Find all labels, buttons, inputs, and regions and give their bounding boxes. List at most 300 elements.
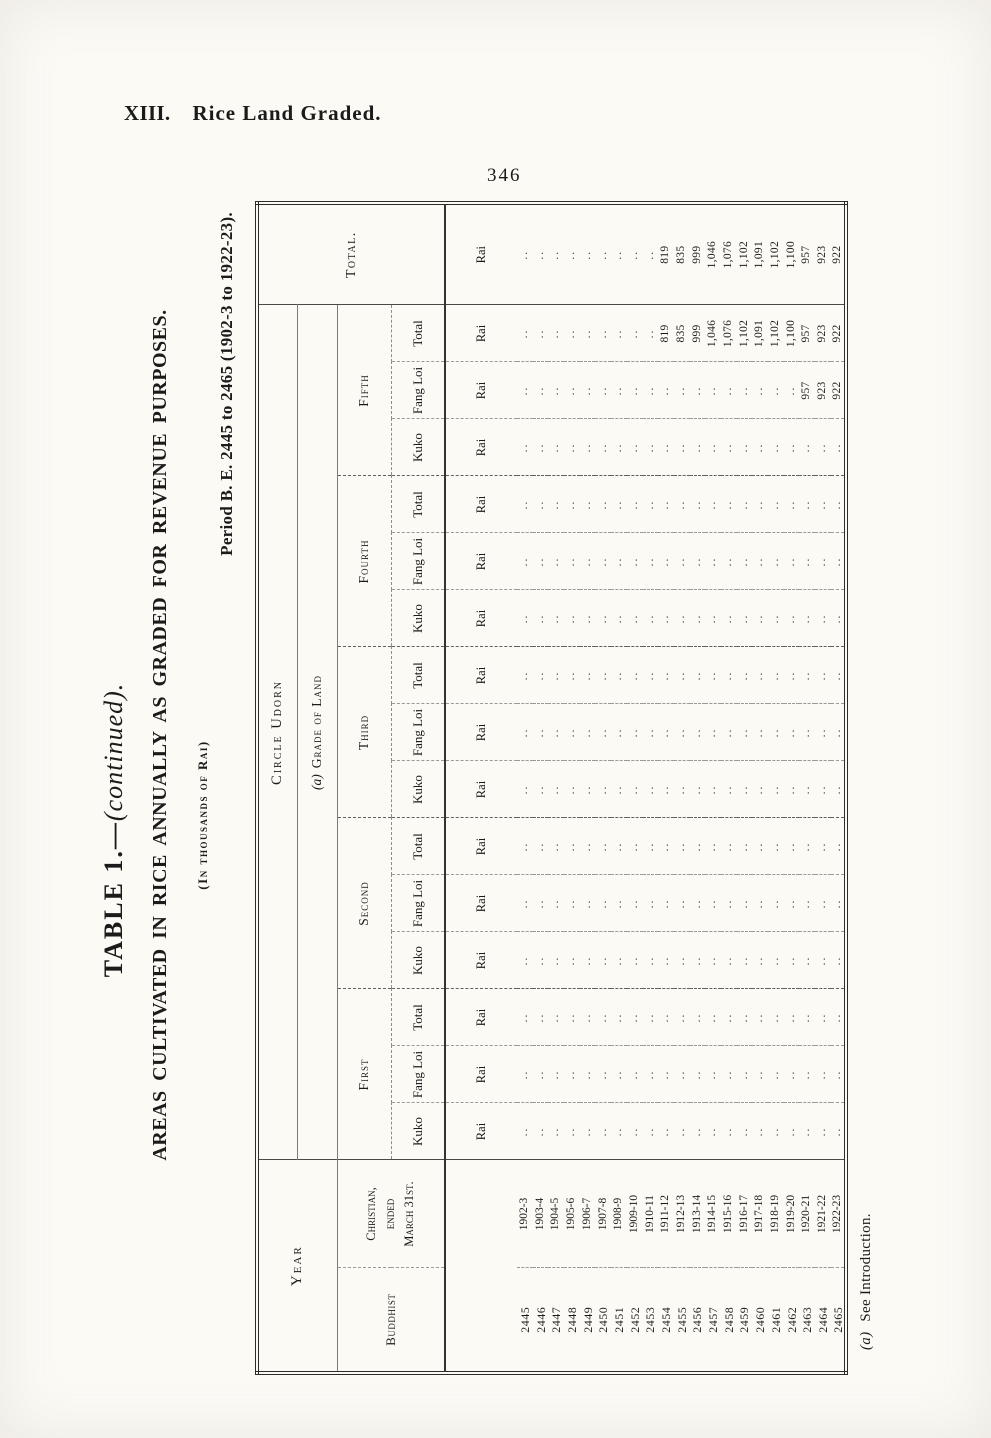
cell-year-buddhist: 2454 — [659, 1306, 674, 1333]
cell-third-kuko: .. — [595, 761, 611, 818]
cell-third-fang-loi: .. — [831, 704, 847, 761]
cell-first-fang-loi: .. — [564, 1046, 580, 1103]
cell-first-kuko: .. — [752, 1103, 768, 1160]
subcol-fourth-fang-loi: Fang Loi — [391, 533, 445, 590]
table-units-note: (In thousands of Rai) — [195, 740, 210, 890]
cell-second-fang-loi: .. — [784, 875, 800, 932]
cell-fourth-fang-loi: .. — [580, 533, 596, 590]
cell-fourth-kuko: .. — [643, 590, 659, 647]
cell-second-total: .. — [831, 818, 847, 875]
cell-fourth-fang-loi: .. — [643, 533, 659, 590]
cell-second-kuko: .. — [627, 932, 643, 989]
cell-third-total: .. — [627, 647, 643, 704]
unit-fifth-kuko: Rai — [445, 419, 517, 476]
cell-first-total: .. — [674, 989, 690, 1046]
cell-fourth-total: .. — [705, 476, 721, 533]
cell-first-kuko: .. — [831, 1103, 847, 1160]
cell-first-kuko: .. — [658, 1103, 674, 1160]
cell-third-total: .. — [611, 647, 627, 704]
table-body — [517, 203, 846, 1373]
cell-fourth-kuko: .. — [533, 590, 549, 647]
subcol-second-fang-loi: Fang Loi — [391, 875, 445, 932]
cell-third-fang-loi: .. — [815, 704, 831, 761]
cell-year-christian: 1908-9 — [611, 1160, 627, 1268]
cell-fifth-total: .. — [643, 305, 659, 362]
cell-third-kuko: .. — [627, 761, 643, 818]
data-row-2465 — [831, 203, 847, 1373]
cell-third-kuko: .. — [533, 761, 549, 818]
cell-fourth-total: .. — [548, 476, 564, 533]
cell-fourth-total: .. — [595, 476, 611, 533]
cell-first-total: .. — [611, 989, 627, 1046]
cell-grand-total: 1,102 — [768, 203, 784, 305]
data-row-2455 — [674, 203, 690, 1373]
cell-first-total: .. — [643, 989, 659, 1046]
cell-fifth-total: 819 — [658, 305, 674, 362]
christian-line3: March 31st. — [402, 1181, 417, 1247]
cell-fourth-total: .. — [658, 476, 674, 533]
cell-third-total: .. — [643, 647, 659, 704]
cell-first-fang-loi: .. — [674, 1046, 690, 1103]
cell-first-fang-loi: .. — [517, 1046, 533, 1103]
rice-land-table — [255, 201, 848, 1375]
cell-second-fang-loi: .. — [768, 875, 784, 932]
cell-second-total: .. — [548, 818, 564, 875]
cell-third-total: .. — [705, 647, 721, 704]
cell-fourth-fang-loi: .. — [815, 533, 831, 590]
cell-year-christian: 1918-19 — [768, 1160, 784, 1268]
data-row-2452 — [627, 203, 643, 1373]
cell-fourth-total: .. — [721, 476, 737, 533]
cell-third-fang-loi: .. — [533, 704, 549, 761]
cell-fourth-fang-loi: .. — [674, 533, 690, 590]
cell-year-christian: 1913-14 — [690, 1160, 706, 1268]
cell-first-kuko: .. — [595, 1103, 611, 1160]
cell-first-fang-loi: .. — [627, 1046, 643, 1103]
cell-fourth-kuko: .. — [705, 590, 721, 647]
cell-fourth-kuko: .. — [831, 590, 847, 647]
cell-second-kuko: .. — [643, 932, 659, 989]
data-row-2448 — [564, 203, 580, 1373]
unit-fourth-kuko: Rai — [445, 590, 517, 647]
table-subtitle: AREAS CULTIVATED IN RICE ANNUALLY AS GRADED FOR REVENUE PURPOSES. — [149, 309, 171, 1161]
data-row-2453 — [643, 203, 659, 1373]
data-row-2464 — [815, 203, 831, 1373]
cell-first-total: .. — [799, 989, 815, 1046]
cell-second-total: .. — [799, 818, 815, 875]
cell-fifth-fang-loi: .. — [564, 362, 580, 419]
cell-grand-total: .. — [548, 203, 564, 305]
cell-fourth-total: .. — [799, 476, 815, 533]
cell-fourth-kuko: .. — [548, 590, 564, 647]
subcol-third-total: Total — [391, 647, 445, 704]
cell-first-total: .. — [831, 989, 847, 1046]
cell-fourth-fang-loi: .. — [548, 533, 564, 590]
cell-year-christian: 1921-22 — [815, 1160, 831, 1268]
cell-fourth-total: .. — [815, 476, 831, 533]
cell-first-fang-loi: .. — [752, 1046, 768, 1103]
cell-first-total: .. — [752, 989, 768, 1046]
cell-second-kuko: .. — [564, 932, 580, 989]
cell-fifth-kuko: .. — [564, 419, 580, 476]
cell-first-total: .. — [815, 989, 831, 1046]
col-header-grade-second: Second — [337, 818, 391, 989]
cell-third-kuko: .. — [705, 761, 721, 818]
cell-second-fang-loi: .. — [690, 875, 706, 932]
cell-year-buddhist: 2463 — [800, 1306, 815, 1333]
cell-third-kuko: .. — [674, 761, 690, 818]
cell-second-fang-loi: .. — [595, 875, 611, 932]
cell-fifth-kuko: .. — [768, 419, 784, 476]
data-row-2447 — [548, 203, 564, 1373]
cell-year-christian: 1907-8 — [595, 1160, 611, 1268]
cell-fifth-fang-loi: .. — [752, 362, 768, 419]
cell-first-fang-loi: .. — [595, 1046, 611, 1103]
cell-fifth-fang-loi: .. — [737, 362, 753, 419]
table-title-continued: (continued). — [99, 682, 128, 822]
cell-grand-total: .. — [627, 203, 643, 305]
cell-second-fang-loi: .. — [643, 875, 659, 932]
cell-year-buddhist: 2449 — [580, 1306, 595, 1333]
cell-year-buddhist: 2445 — [517, 1306, 532, 1333]
cell-fifth-fang-loi: 922 — [831, 362, 847, 419]
cell-fifth-total: 957 — [799, 305, 815, 362]
data-row-2445 — [517, 203, 533, 1373]
cell-year-buddhist: 2448 — [564, 1306, 579, 1333]
cell-first-total: .. — [768, 989, 784, 1046]
cell-second-total: .. — [815, 818, 831, 875]
cell-first-kuko: .. — [690, 1103, 706, 1160]
cell-fifth-fang-loi: .. — [580, 362, 596, 419]
cell-year-christian: 1917-18 — [752, 1160, 768, 1268]
cell-fifth-fang-loi: 923 — [815, 362, 831, 419]
cell-year-christian: 1906-7 — [580, 1160, 596, 1268]
cell-first-total: .. — [784, 989, 800, 1046]
cell-year-christian: 1905-6 — [564, 1160, 580, 1268]
cell-fifth-fang-loi: .. — [595, 362, 611, 419]
data-row-2450 — [595, 203, 611, 1373]
cell-second-kuko: .. — [784, 932, 800, 989]
cell-fifth-fang-loi: .. — [533, 362, 549, 419]
cell-third-total: .. — [799, 647, 815, 704]
cell-fourth-kuko: .. — [752, 590, 768, 647]
cell-fourth-kuko: .. — [690, 590, 706, 647]
data-row-2457 — [705, 203, 721, 1373]
cell-year-christian: 1919-20 — [784, 1160, 800, 1268]
cell-fifth-kuko: .. — [831, 419, 847, 476]
subcol-fifth-total: Total — [391, 305, 445, 362]
cell-second-total: .. — [690, 818, 706, 875]
cell-fifth-total: .. — [627, 305, 643, 362]
cell-fifth-total: 1,102 — [768, 305, 784, 362]
cell-year-christian: 1914-15 — [705, 1160, 721, 1268]
cell-first-kuko: .. — [737, 1103, 753, 1160]
cell-year-christian: 1920-21 — [799, 1160, 815, 1268]
col-header-grade-of-land — [297, 305, 337, 1160]
cell-grand-total: 923 — [815, 203, 831, 305]
cell-second-kuko: .. — [815, 932, 831, 989]
cell-fourth-fang-loi: .. — [831, 533, 847, 590]
cell-third-fang-loi: .. — [721, 704, 737, 761]
unit-third-total: Rai — [445, 647, 517, 704]
cell-fourth-kuko: .. — [595, 590, 611, 647]
cell-first-kuko: .. — [611, 1103, 627, 1160]
col-header-christian — [337, 1160, 445, 1268]
cell-fourth-total: .. — [517, 476, 533, 533]
unit-fourth-fang-loi: Rai — [445, 533, 517, 590]
cell-fourth-fang-loi: .. — [768, 533, 784, 590]
cell-third-total: .. — [658, 647, 674, 704]
cell-grand-total: .. — [533, 203, 549, 305]
footnote-text: See Introduction. — [858, 1213, 874, 1322]
cell-third-kuko: .. — [737, 761, 753, 818]
cell-fourth-kuko: .. — [611, 590, 627, 647]
cell-third-total: .. — [831, 647, 847, 704]
cell-year-christian: 1916-17 — [737, 1160, 753, 1268]
unit-third-fang-loi: Rai — [445, 704, 517, 761]
cell-fifth-total: 835 — [674, 305, 690, 362]
cell-second-total: .. — [517, 818, 533, 875]
cell-first-kuko: .. — [627, 1103, 643, 1160]
cell-fourth-kuko: .. — [784, 590, 800, 647]
cell-fifth-kuko: .. — [548, 419, 564, 476]
cell-grand-total: 957 — [799, 203, 815, 305]
unit-fifth-total: Rai — [445, 305, 517, 362]
cell-second-fang-loi: .. — [548, 875, 564, 932]
cell-first-total: .. — [595, 989, 611, 1046]
cell-fifth-total: 923 — [815, 305, 831, 362]
cell-second-fang-loi: .. — [815, 875, 831, 932]
col-header-grand-total: Total. — [257, 203, 445, 305]
col-header-circle-udorn: Circle Udorn — [257, 305, 297, 1160]
cell-first-total: .. — [548, 989, 564, 1046]
cell-year-buddhist: 2447 — [549, 1306, 564, 1333]
cell-third-total: .. — [690, 647, 706, 704]
cell-first-fang-loi: .. — [548, 1046, 564, 1103]
cell-first-kuko: .. — [580, 1103, 596, 1160]
cell-fourth-kuko: .. — [737, 590, 753, 647]
cell-third-total: .. — [580, 647, 596, 704]
cell-first-fang-loi: .. — [831, 1046, 847, 1103]
page-number: 346 — [487, 165, 522, 186]
cell-second-total: .. — [643, 818, 659, 875]
cell-second-total: .. — [784, 818, 800, 875]
cell-fourth-kuko: .. — [517, 590, 533, 647]
cell-third-total: .. — [674, 647, 690, 704]
cell-year-christian: 1922-23 — [831, 1160, 847, 1268]
cell-grand-total: 1,100 — [784, 203, 800, 305]
cell-year-buddhist: 2459 — [737, 1306, 752, 1333]
cell-second-kuko: .. — [674, 932, 690, 989]
cell-third-kuko: .. — [721, 761, 737, 818]
cell-fifth-total: .. — [564, 305, 580, 362]
cell-fourth-kuko: .. — [674, 590, 690, 647]
unit-first-kuko: Rai — [445, 1103, 517, 1160]
cell-second-total: .. — [658, 818, 674, 875]
cell-second-fang-loi: .. — [831, 875, 847, 932]
cell-year-buddhist: 2461 — [768, 1306, 783, 1333]
cell-third-fang-loi: .. — [690, 704, 706, 761]
cell-first-total: .. — [658, 989, 674, 1046]
footnote-marker: (a) — [858, 1331, 874, 1350]
cell-first-fang-loi: .. — [815, 1046, 831, 1103]
cell-third-fang-loi: .. — [784, 704, 800, 761]
cell-second-fang-loi: .. — [705, 875, 721, 932]
cell-fourth-fang-loi: .. — [784, 533, 800, 590]
unit-fourth-total: Rai — [445, 476, 517, 533]
cell-fourth-fang-loi: .. — [721, 533, 737, 590]
cell-fourth-total: .. — [768, 476, 784, 533]
cell-year-buddhist: 2457 — [706, 1306, 721, 1333]
cell-grand-total: 835 — [674, 203, 690, 305]
cell-first-kuko: .. — [533, 1103, 549, 1160]
data-row-2449 — [580, 203, 596, 1373]
cell-first-total: .. — [627, 989, 643, 1046]
cell-fifth-kuko: .. — [580, 419, 596, 476]
cell-third-kuko: .. — [548, 761, 564, 818]
cell-first-fang-loi: .. — [721, 1046, 737, 1103]
col-header-year: Year — [257, 1160, 337, 1373]
subcol-first-fang-loi: Fang Loi — [391, 1046, 445, 1103]
cell-third-kuko: .. — [580, 761, 596, 818]
cell-first-kuko: .. — [548, 1103, 564, 1160]
cell-second-fang-loi: .. — [658, 875, 674, 932]
cell-fourth-kuko: .. — [627, 590, 643, 647]
cell-third-fang-loi: .. — [595, 704, 611, 761]
cell-third-total: .. — [548, 647, 564, 704]
cell-grand-total: 999 — [690, 203, 706, 305]
cell-fourth-kuko: .. — [799, 590, 815, 647]
cell-fourth-total: .. — [580, 476, 596, 533]
cell-fifth-kuko: .. — [690, 419, 706, 476]
col-header-grade-fourth: Fourth — [337, 476, 391, 647]
cell-fifth-total: .. — [533, 305, 549, 362]
cell-fifth-kuko: .. — [674, 419, 690, 476]
cell-second-total: .. — [705, 818, 721, 875]
cell-fourth-fang-loi: .. — [705, 533, 721, 590]
cell-fifth-total: 1,100 — [784, 305, 800, 362]
cell-third-kuko: .. — [564, 761, 580, 818]
cell-second-fang-loi: .. — [674, 875, 690, 932]
cell-second-total: .. — [611, 818, 627, 875]
cell-second-fang-loi: .. — [580, 875, 596, 932]
cell-year-christian: 1915-16 — [721, 1160, 737, 1268]
section-title: Rice Land Graded. — [192, 101, 382, 125]
subcol-second-total: Total — [391, 818, 445, 875]
data-row-2460 — [752, 203, 768, 1373]
cell-first-fang-loi: .. — [784, 1046, 800, 1103]
cell-year-buddhist: 2465 — [830, 1306, 845, 1333]
cell-second-fang-loi: .. — [611, 875, 627, 932]
cell-third-kuko: .. — [799, 761, 815, 818]
cell-first-kuko: .. — [643, 1103, 659, 1160]
cell-fourth-total: .. — [737, 476, 753, 533]
cell-second-kuko: .. — [580, 932, 596, 989]
cell-first-fang-loi: .. — [799, 1046, 815, 1103]
cell-first-total: .. — [517, 989, 533, 1046]
cell-grand-total: .. — [611, 203, 627, 305]
cell-fifth-kuko: .. — [721, 419, 737, 476]
cell-fifth-total: 1,091 — [752, 305, 768, 362]
cell-second-kuko: .. — [737, 932, 753, 989]
table-footnote — [858, 1213, 875, 1350]
cell-first-kuko: .. — [784, 1103, 800, 1160]
cell-year-buddhist: 2460 — [753, 1306, 768, 1333]
cell-fifth-kuko: .. — [643, 419, 659, 476]
grade-of-land-label: Grade of Land — [309, 674, 324, 769]
cell-second-fang-loi: .. — [721, 875, 737, 932]
data-row-2461 — [768, 203, 784, 1373]
cell-third-total: .. — [752, 647, 768, 704]
cell-fourth-kuko: .. — [815, 590, 831, 647]
cell-year-buddhist: 2452 — [627, 1306, 642, 1333]
cell-third-fang-loi: .. — [643, 704, 659, 761]
cell-third-kuko: .. — [643, 761, 659, 818]
cell-fifth-kuko: .. — [799, 419, 815, 476]
cell-year-buddhist: 2462 — [784, 1306, 799, 1333]
data-row-2458 — [721, 203, 737, 1373]
cell-third-kuko: .. — [815, 761, 831, 818]
cell-third-fang-loi: .. — [548, 704, 564, 761]
cell-second-kuko: .. — [517, 932, 533, 989]
cell-year-buddhist: 2446 — [533, 1306, 548, 1333]
cell-first-fang-loi: .. — [643, 1046, 659, 1103]
cell-third-fang-loi: .. — [658, 704, 674, 761]
cell-third-total: .. — [564, 647, 580, 704]
cell-fourth-fang-loi: .. — [737, 533, 753, 590]
col-header-grade-fifth: Fifth — [337, 305, 391, 476]
cell-grand-total: 922 — [831, 203, 847, 305]
cell-grand-total: 1,046 — [705, 203, 721, 305]
cell-third-fang-loi: .. — [627, 704, 643, 761]
cell-first-total: .. — [721, 989, 737, 1046]
cell-second-fang-loi: .. — [799, 875, 815, 932]
cell-year-christian: 1909-10 — [627, 1160, 643, 1268]
cell-year-christian: 1911-12 — [658, 1160, 674, 1268]
cell-third-kuko: .. — [611, 761, 627, 818]
cell-fifth-total: .. — [611, 305, 627, 362]
unit-grand-total: Rai — [445, 203, 517, 305]
cell-third-fang-loi: .. — [517, 704, 533, 761]
cell-year-buddhist: 2458 — [721, 1306, 736, 1333]
cell-second-total: .. — [595, 818, 611, 875]
cell-first-kuko: .. — [517, 1103, 533, 1160]
cell-third-kuko: .. — [768, 761, 784, 818]
data-row-2456 — [690, 203, 706, 1373]
cell-year-christian: 1902-3 — [517, 1160, 533, 1268]
cell-fourth-fang-loi: .. — [627, 533, 643, 590]
cell-third-fang-loi: .. — [768, 704, 784, 761]
cell-third-total: .. — [595, 647, 611, 704]
cell-fourth-kuko: .. — [768, 590, 784, 647]
cell-second-total: .. — [768, 818, 784, 875]
cell-year-buddhist: 2456 — [690, 1306, 705, 1333]
cell-third-kuko: .. — [658, 761, 674, 818]
cell-second-fang-loi: .. — [627, 875, 643, 932]
cell-grand-total: .. — [564, 203, 580, 305]
cell-second-total: .. — [627, 818, 643, 875]
cell-year-buddhist: 2450 — [596, 1306, 611, 1333]
unit-third-kuko: Rai — [445, 761, 517, 818]
cell-second-total: .. — [564, 818, 580, 875]
cell-third-fang-loi: .. — [705, 704, 721, 761]
cell-year-christian: 1904-5 — [548, 1160, 564, 1268]
cell-third-fang-loi: .. — [799, 704, 815, 761]
cell-second-kuko: .. — [721, 932, 737, 989]
subcol-third-fang-loi: Fang Loi — [391, 704, 445, 761]
cell-second-kuko: .. — [705, 932, 721, 989]
cell-fifth-fang-loi: .. — [705, 362, 721, 419]
